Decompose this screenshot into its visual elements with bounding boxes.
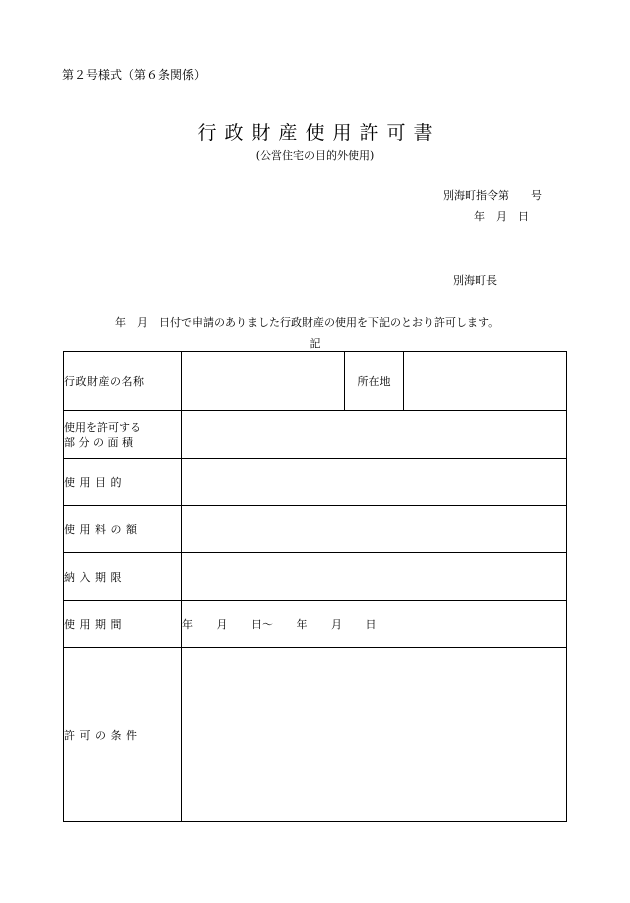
issuer-name: 別海町長 — [453, 274, 497, 287]
property-name-field[interactable] — [182, 352, 345, 411]
area-label-line2: 部 分 の 面 積 — [64, 435, 133, 449]
area-label-line1: 使用を許可する — [64, 420, 141, 434]
conditions-field[interactable] — [182, 648, 567, 822]
issue-date: 年 月 日 — [474, 210, 529, 223]
form-number-label: 第２号様式（第６条関係） — [62, 68, 207, 82]
table-row — [64, 506, 567, 553]
location-label: 所在地 — [345, 352, 404, 411]
purpose-label: 使 用 目 的 — [64, 459, 182, 506]
location-field[interactable] — [404, 352, 567, 411]
fee-label: 使 用 料 の 額 — [64, 506, 182, 553]
area-field[interactable] — [182, 411, 567, 459]
document-title: 行政財産使用許可書 — [197, 122, 441, 144]
table-row — [64, 601, 567, 648]
directive-number: 別海町指令第 号 — [443, 189, 542, 202]
deadline-label: 納 入 期 限 — [64, 553, 182, 601]
table-row — [64, 352, 567, 411]
period-label: 使 用 期 間 — [64, 601, 182, 648]
deadline-field[interactable] — [182, 553, 567, 601]
document-subtitle: (公営住宅の目的外使用) — [255, 149, 375, 162]
conditions-label: 許 可 の 条 件 — [64, 648, 182, 822]
ki-heading: 記 — [309, 337, 321, 350]
table-row — [64, 459, 567, 506]
table-row — [64, 411, 567, 459]
intro-text: 年 月 日付で申請のありました行政財産の使用を下記のとおり許可します。 — [115, 316, 500, 329]
fee-field[interactable] — [182, 506, 567, 553]
property-name-label: 行政財産の名称 — [64, 352, 182, 411]
permit-table — [63, 351, 567, 822]
purpose-field[interactable] — [182, 459, 567, 506]
area-label — [64, 411, 182, 459]
period-field[interactable]: 年 月 日～ 年 月 日 — [182, 601, 567, 648]
table-row — [64, 648, 567, 822]
table-row — [64, 553, 567, 601]
